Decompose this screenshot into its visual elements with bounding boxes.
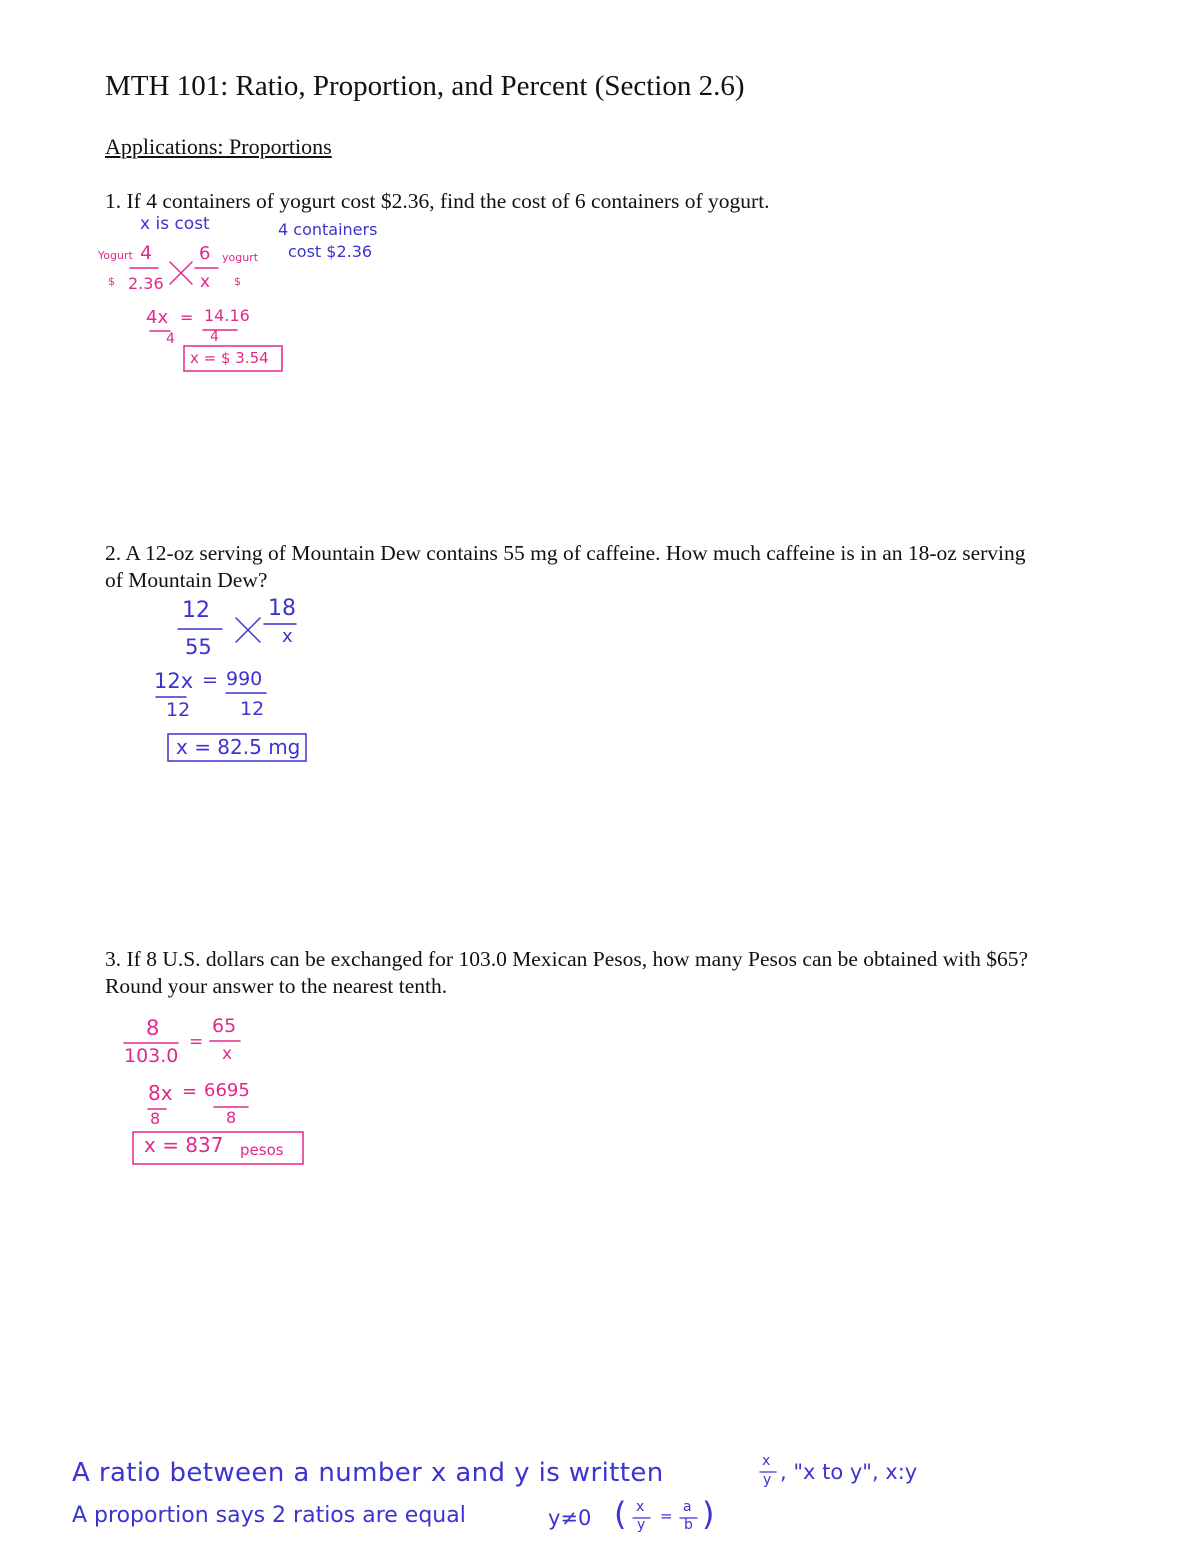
question-3-number: 3. bbox=[105, 947, 122, 971]
note-x-denominator: x bbox=[200, 272, 211, 292]
proportion-right-paren: ) bbox=[702, 1495, 715, 1533]
proportion-x: x bbox=[636, 1499, 645, 1515]
question-3-text-line1: If 8 U.S. dollars can be exchanged for 103.0 Mexican Pesos, how many Pesos can be obtained with $65? bbox=[126, 947, 1029, 971]
answer-2: x = 82.5 mg bbox=[176, 735, 301, 759]
note-num-236: 2.36 bbox=[128, 274, 164, 293]
note-eq-left-2: 12x bbox=[154, 669, 194, 693]
proportion-y: y bbox=[637, 1517, 646, 1533]
question-2-text-line2: of Mountain Dew? bbox=[105, 568, 268, 592]
note-eq-sign: = bbox=[180, 308, 194, 327]
note-eq-sign-3: = bbox=[189, 1032, 204, 1052]
note-eq-sign-2: = bbox=[202, 669, 218, 691]
q2-strokes bbox=[156, 618, 306, 761]
proportion-condition: y≠0 bbox=[548, 1506, 592, 1530]
note-eq-mid-3: = bbox=[182, 1081, 198, 1102]
note-yogurt-right: yogurt bbox=[222, 251, 259, 264]
proportion-b: b bbox=[684, 1517, 693, 1533]
note-num-6: 6 bbox=[199, 243, 211, 264]
ratio-fraction-denominator: y bbox=[763, 1472, 772, 1488]
question-1-text: If 4 containers of yogurt cost $2.36, find the cost of 6 containers of yogurt. bbox=[126, 189, 770, 213]
note-dollar-right: $ bbox=[234, 275, 241, 288]
ratio-fraction-numerator: x bbox=[762, 1453, 771, 1469]
note-eq-left-3: 8x bbox=[148, 1081, 173, 1105]
note-div-left: 4 bbox=[166, 331, 175, 347]
q3-strokes bbox=[124, 1041, 303, 1164]
ratio-definition: A ratio between a number x and y is written bbox=[72, 1458, 664, 1488]
note-div-right: 4 bbox=[210, 329, 219, 345]
proportion-definition: A proportion says 2 ratios are equal bbox=[72, 1503, 466, 1528]
note-eq-left: 4x bbox=[146, 307, 169, 328]
note-num-4: 4 bbox=[140, 242, 153, 264]
note-num-1030: 103.0 bbox=[124, 1045, 179, 1067]
note-x-denominator-3: x bbox=[222, 1044, 233, 1064]
answer-2-box bbox=[168, 734, 306, 761]
answer-1-box bbox=[184, 346, 282, 371]
note-eq-right-2: 990 bbox=[226, 668, 263, 690]
note-eq-right-3: 6695 bbox=[204, 1080, 250, 1101]
proportion-left-paren: ( bbox=[614, 1495, 627, 1533]
page-title: MTH 101: Ratio, Proportion, and Percent (Section 2.6) bbox=[105, 70, 745, 102]
note-x-denominator-2: x bbox=[282, 626, 293, 647]
note-div-right-3: 8 bbox=[226, 1108, 237, 1127]
note-x-is-cost: x is cost bbox=[140, 214, 210, 234]
note-num-55: 55 bbox=[185, 635, 212, 659]
note-div-left-2: 12 bbox=[166, 699, 191, 721]
note-num-8: 8 bbox=[146, 1016, 160, 1040]
note-yogurt-left: Yogurt bbox=[98, 249, 133, 262]
proportion-a: a bbox=[683, 1499, 692, 1515]
note-div-right-2: 12 bbox=[240, 698, 265, 720]
answer-1: x = $ 3.54 bbox=[190, 349, 269, 367]
note-4-containers: 4 containers bbox=[278, 220, 378, 239]
answer-3-unit: pesos bbox=[240, 1141, 284, 1159]
footer-strokes bbox=[633, 1472, 776, 1518]
note-dollar-left: $ bbox=[108, 275, 115, 288]
question-1-number: 1. bbox=[105, 189, 122, 213]
question-3-text-line2: Round your answer to the nearest tenth. bbox=[105, 974, 448, 998]
answer-3-box bbox=[133, 1132, 303, 1164]
question-2-number: 2. bbox=[105, 541, 122, 565]
proportion-equals: = bbox=[660, 1507, 673, 1525]
answer-3-value: x = 837 bbox=[144, 1133, 224, 1157]
note-num-18: 18 bbox=[268, 596, 296, 621]
note-cost-236: cost $2.36 bbox=[288, 242, 373, 261]
q1-strokes bbox=[130, 262, 282, 371]
note-eq-right: 14.16 bbox=[204, 306, 250, 325]
note-div-left-3: 8 bbox=[150, 1109, 161, 1128]
note-num-12: 12 bbox=[182, 598, 210, 623]
question-2-text-line1: A 12-oz serving of Mountain Dew contains 55 mg of caffeine. How much caffeine is in an 18-oz serving bbox=[125, 541, 1026, 565]
section-subtitle: Applications: Proportions bbox=[105, 134, 332, 159]
note-num-65: 65 bbox=[212, 1015, 237, 1037]
ratio-notation: , "x to y", x:y bbox=[780, 1460, 918, 1484]
